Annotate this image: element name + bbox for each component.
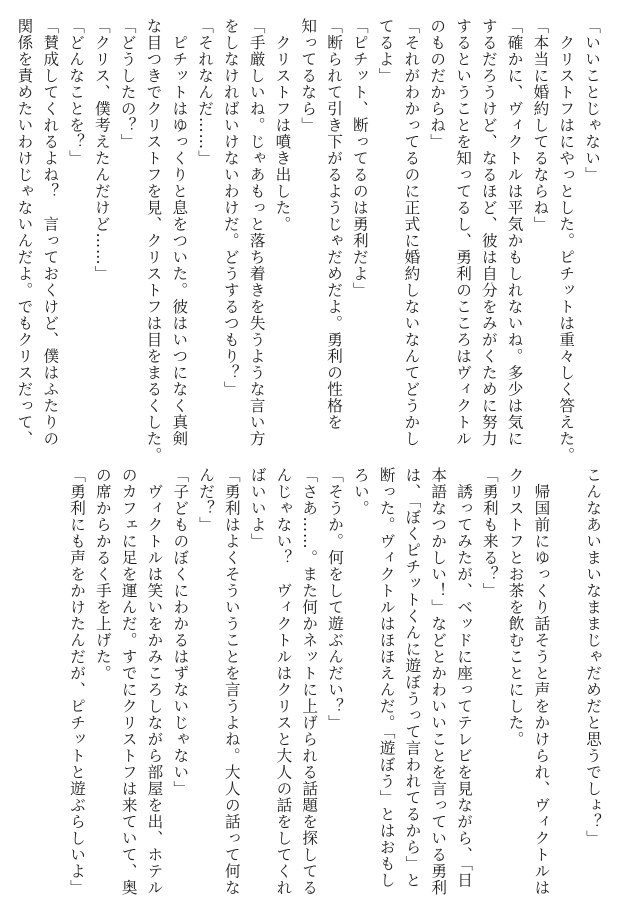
text-line: 断った。ヴィクトルはほほえんだ。「遊ぼう」とはおもし <box>377 467 396 889</box>
text-line: 本語なつかしい！」などとかわいいことを言っている勇利 <box>429 467 448 896</box>
text-line: 「勇利にも声をかけたんだが、ピチットと遊ぶらしいよ」 <box>68 467 87 896</box>
text-line: クリストフとお茶を飲むことにした。 <box>506 467 525 748</box>
text-line: ろい。 <box>351 467 370 517</box>
upper-text-block <box>15 18 604 464</box>
text-line: 「確かに、ヴィクトルは平気かもしれないね。多少は気に <box>505 18 524 447</box>
text-line: てるよ」 <box>376 18 395 84</box>
text-line: のものだからね」 <box>428 18 447 150</box>
text-line: 「賛成してくれるよね？ 言っておくけど、僕はふたりの <box>41 18 60 447</box>
text-line: 「いいことじゃない」 <box>583 18 601 183</box>
text-line: 「それなんだ……」 <box>196 18 215 167</box>
text-line: 「ピチット、断ってるのは勇利だよ」 <box>350 18 369 299</box>
text-line: するだろうけど、なるほど、彼は自分をみがくために努力 <box>479 18 498 447</box>
text-line: 「クリス、僕考えたんだけど……」 <box>92 18 111 282</box>
text-line: ピチットはゆっくりと息をついた。彼はいつになく真剣 <box>170 18 189 447</box>
text-line: 「それがわかってるのに正式に婚約しないなんてどうかし <box>402 18 421 447</box>
text-line: な目つきでクリストフを見、クリストフは目をまるくした。 <box>144 18 163 464</box>
text-line: 「手厳しいね。じゃあもっと落ち着きを失うような言い方 <box>247 18 266 447</box>
text-line: クリストフはにやっとした。ピチットは重々しく答えた。 <box>557 18 576 464</box>
text-line: 「断られて引き下がるようじゃだめだよ。勇利の性格を <box>325 18 344 431</box>
text-line: クリストフは噴き出した。 <box>273 18 292 233</box>
text-line: んじゃない？ ヴィクトルはクリスと大人の話をしてくれ <box>274 467 293 896</box>
text-line: んだ？」 <box>197 467 216 533</box>
text-line: 「そうか。何をして遊ぶんだい？」 <box>326 467 345 731</box>
text-line: 関係を責めたいわけじゃないんだよ。でもクリスだって、 <box>15 18 34 447</box>
text-line: 「子どものぼくにわかるはずないじゃない」 <box>171 467 190 797</box>
text-line: 「どんなことを？」 <box>67 18 86 167</box>
text-line: 「どうしたの？」 <box>118 18 137 150</box>
lower-text-block <box>30 467 605 896</box>
text-line: こんなあいまいなままじゃだめだと思うでしょ？」 <box>584 467 602 847</box>
text-line: 知ってるなら」 <box>299 18 318 134</box>
text-line: 帰国前にゆっくり話そうと声をかけられ、ヴィクトルは <box>532 467 551 896</box>
text-line: 「勇利はよくそういうことを言うよね。大人の話って何な <box>222 467 241 896</box>
text-line: をしなければいけないわけだ。どうするつもり？」 <box>221 18 240 398</box>
blank-line <box>553 467 579 887</box>
text-line: するということを知ってるし、勇利のこころはヴィクトル <box>454 18 473 447</box>
text-line: ばいいよ」 <box>248 467 267 550</box>
text-line: は、「ぼくピチットくんに遊ぼうって言われてるから」と <box>403 467 422 889</box>
text-line: の席からかるく手を上げた。 <box>93 467 112 682</box>
text-line: 「さあ……。また何かネットに上げられる話題を探してる <box>300 467 319 896</box>
text-line: ヴィクトルは笑いをかみころしながら部屋を出、ホテル <box>145 467 164 896</box>
text-line: のカフェに足を運んだ。すでにクリストフは来ていて、奥 <box>119 467 138 896</box>
text-line: 「本当に婚約してるならね」 <box>531 18 550 233</box>
text-line: 「勇利も来る？」 <box>480 467 499 599</box>
text-line: 誘ってみたが、ベッドに座ってテレビを見ながら、「日 <box>455 467 474 889</box>
